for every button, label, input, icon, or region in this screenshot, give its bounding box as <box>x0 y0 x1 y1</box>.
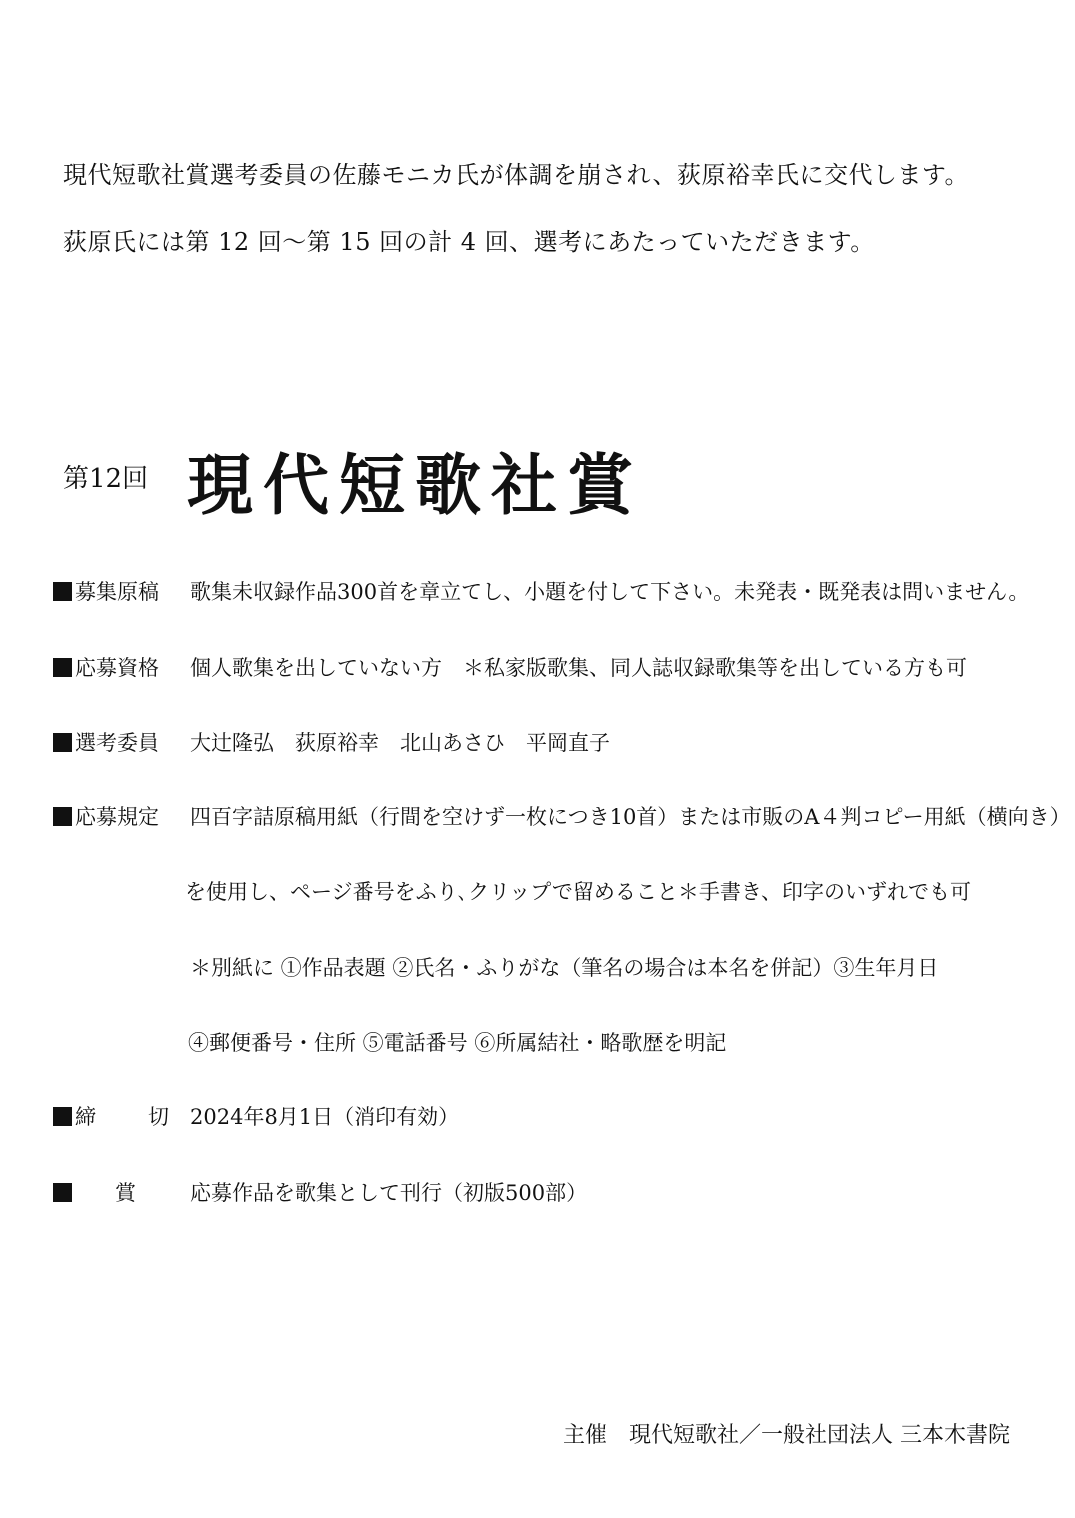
row-iin-label: 選考委員 <box>53 729 183 757</box>
square-bullet-icon <box>53 733 72 752</box>
square-bullet-icon <box>53 1107 72 1126</box>
award-edition-number: 第12回 <box>63 464 149 494</box>
row-shimekiri-value: 2024年8月1日（消印有効） <box>190 1105 460 1129</box>
square-bullet-icon <box>53 658 72 677</box>
notice-line-2: 荻原氏には第 12 回〜第 15 回の計 4 回、選考にあたっていただきます。 <box>63 228 875 256</box>
row-kitei-value-1: 四百字詰原稿用紙（行間を空けず一枚につき10首）または市販のA４判コピー用紙（横向き） <box>190 805 1071 829</box>
row-shimekiri-label: 締 切 <box>53 1103 183 1131</box>
row-kitei-label: 応募規定 <box>53 803 183 831</box>
row-kitei-value-4: ④郵便番号・住所 ⑤電話番号 ⑥所属結社・略歌歴を明記 <box>188 1031 727 1055</box>
row-shikaku-label: 応募資格 <box>53 654 183 682</box>
row-kitei-value-3: ＊別紙に ①作品表題 ②氏名・ふりがな（筆名の場合は本名を併記）③生年月日 <box>190 956 939 980</box>
notice-line-1: 現代短歌社賞選考委員の佐藤モニカ氏が体調を崩され、荻原裕幸氏に交代します。 <box>63 161 970 189</box>
row-iin-value: 大辻隆弘 荻原裕幸 北山あさひ 平岡直子 <box>190 731 610 755</box>
sponsor-line: 主催 現代短歌社／一般社団法人 三本木書院 <box>563 1423 1010 1448</box>
row-bosyu-label: 募集原稿 <box>53 578 183 606</box>
square-bullet-icon <box>53 582 72 601</box>
row-kitei-value-2: を使用し、ページ番号をふり､クリップで留めること＊手書き、印字のいずれでも可 <box>185 880 972 904</box>
row-bosyu-value: 歌集未収録作品300首を章立てし、小題を付して下さい。未発表・既発表は問いません。 <box>190 580 1030 604</box>
square-bullet-icon <box>53 807 72 826</box>
square-bullet-icon <box>53 1183 72 1202</box>
award-title: 現代短歌社賞 <box>187 446 643 524</box>
row-sho-label: 賞 <box>53 1179 183 1207</box>
row-shikaku-value: 個人歌集を出していない方 ＊私家版歌集、同人誌収録歌集等を出している方も可 <box>190 656 967 680</box>
row-sho-value: 応募作品を歌集として刊行（初版500部） <box>190 1181 588 1205</box>
